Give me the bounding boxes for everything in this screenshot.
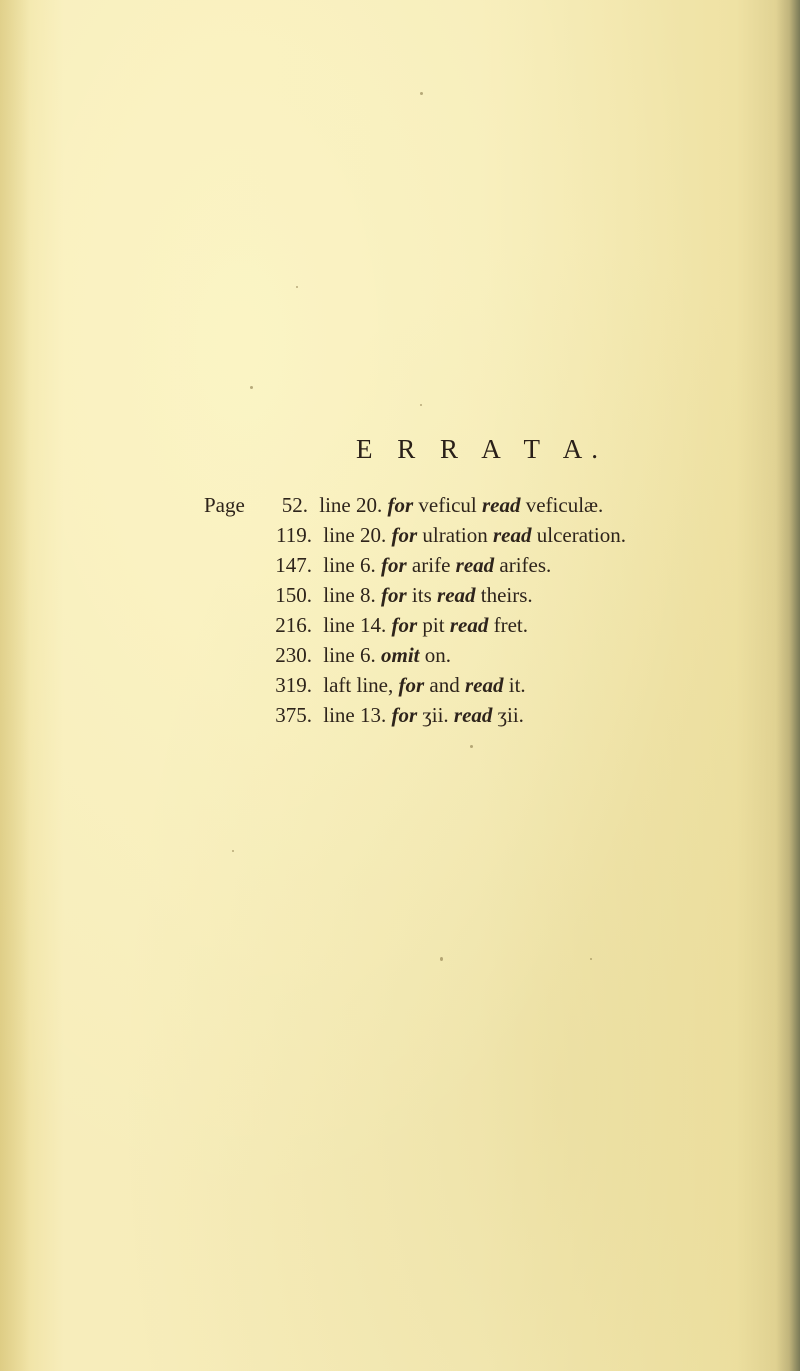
- entry-read-word: read: [493, 523, 532, 547]
- entry-correct: theirs.: [480, 583, 533, 607]
- errata-entry: [254, 550, 626, 580]
- entry-kind: for: [387, 493, 414, 517]
- page-label: Page: [204, 493, 245, 517]
- entry-page: 150.: [275, 583, 312, 607]
- entry-kind: omit: [381, 643, 420, 667]
- entry-kind: for: [381, 553, 407, 577]
- errata-list: [204, 490, 626, 730]
- entry-page: 119.: [276, 523, 312, 547]
- entry-page: 230.: [275, 643, 312, 667]
- entry-location: line 20.: [323, 523, 387, 547]
- entry-page: 375.: [275, 703, 312, 727]
- entry-correct: it.: [508, 673, 526, 697]
- entry-read-word: read: [455, 553, 495, 577]
- entry-page: 319.: [275, 673, 312, 697]
- errata-title: E R R A T A.: [356, 434, 608, 464]
- entry-kind: for: [391, 523, 418, 547]
- page-right-edge: [776, 0, 800, 1371]
- entry-kind: for: [391, 703, 418, 727]
- paper-speck: [590, 958, 592, 960]
- errata-entry: [254, 700, 626, 730]
- paper-speck: [420, 92, 423, 95]
- entry-wrong: ʒii.: [422, 703, 449, 727]
- paper-speck: [470, 745, 473, 748]
- entry-location: line 6.: [323, 643, 376, 667]
- entry-location: laft line,: [323, 673, 394, 697]
- entry-wrong: veficul: [418, 493, 477, 517]
- entry-read-word: read: [437, 583, 476, 607]
- entry-wrong: pit: [422, 613, 445, 637]
- entry-location: line 6.: [323, 553, 376, 577]
- entry-correct: veficulæ.: [525, 493, 604, 517]
- paper-speck: [440, 957, 443, 961]
- entry-page: 52.: [281, 493, 308, 517]
- entry-wrong: arife: [411, 553, 451, 577]
- entry-page: 216.: [275, 613, 312, 637]
- entry-wrong: on.: [424, 643, 452, 667]
- entry-page: 147.: [275, 553, 312, 577]
- entry-wrong: its: [411, 583, 432, 607]
- paper-speck: [296, 286, 298, 288]
- paper-speck: [250, 386, 253, 389]
- paper-speck: [232, 850, 234, 852]
- errata-entry: [254, 670, 626, 700]
- errata-entry: [254, 580, 626, 610]
- entry-kind: for: [391, 613, 418, 637]
- entry-correct: arifes.: [499, 553, 552, 577]
- entry-correct: fret.: [493, 613, 528, 637]
- errata-entry: [254, 520, 626, 550]
- entry-kind: for: [381, 583, 407, 607]
- page-left-edge: [0, 0, 30, 1371]
- errata-entry: [204, 490, 626, 520]
- entry-read-word: read: [481, 493, 521, 517]
- entry-correct: ʒii.: [497, 703, 524, 727]
- errata-entry: [254, 610, 626, 640]
- entry-location: line 14.: [323, 613, 387, 637]
- entry-location: line 20.: [319, 493, 383, 517]
- entry-wrong: ulration: [422, 523, 488, 547]
- paper-speck: [420, 404, 422, 406]
- entry-wrong: and: [429, 673, 460, 697]
- entry-location: line 13.: [323, 703, 387, 727]
- entry-read-word: read: [449, 613, 489, 637]
- errata-entry: [254, 640, 626, 670]
- entry-kind: for: [398, 673, 425, 697]
- entry-read-word: read: [453, 703, 493, 727]
- entry-read-word: read: [464, 673, 504, 697]
- entry-correct: ulceration.: [536, 523, 626, 547]
- entry-location: line 8.: [323, 583, 376, 607]
